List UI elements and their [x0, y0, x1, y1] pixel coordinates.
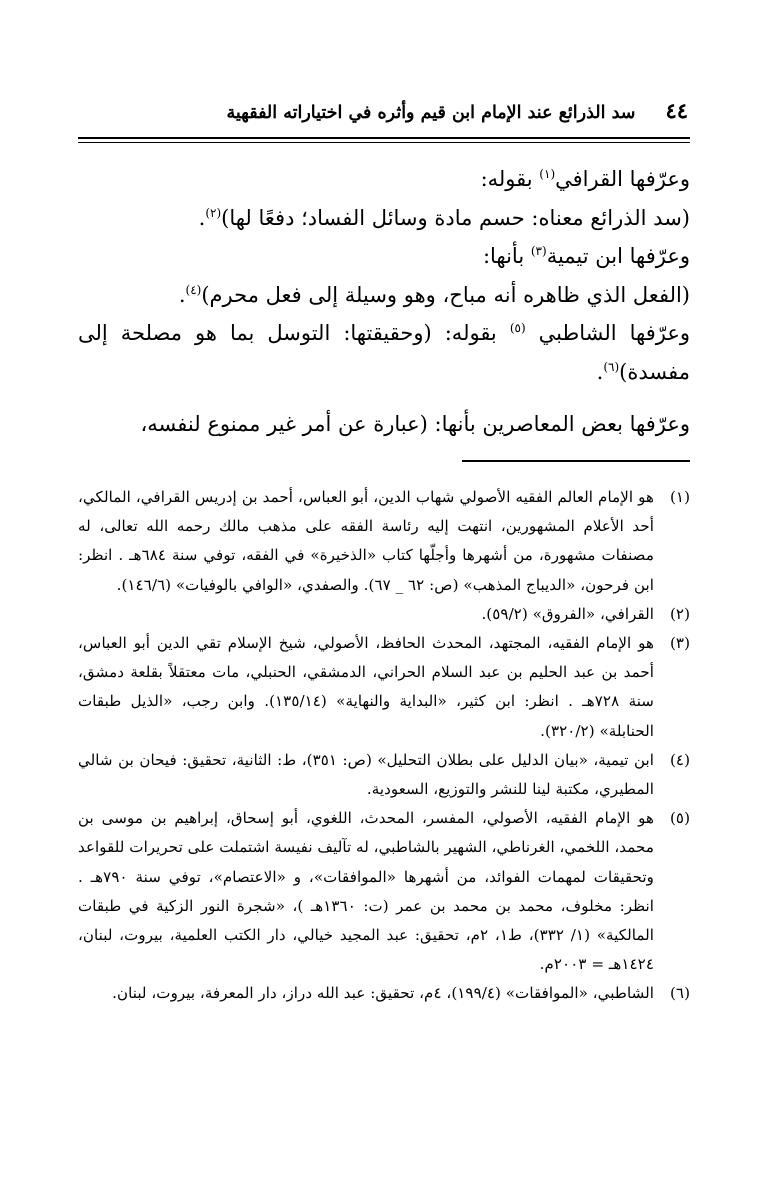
header-rule-thin	[78, 142, 690, 143]
main-text	[78, 160, 690, 444]
footnote-ref[interactable]: (٣)	[530, 244, 547, 258]
footnote	[78, 629, 690, 746]
page-number: ٤٤	[665, 98, 688, 123]
text-run: بأنها:	[482, 244, 531, 268]
paragraph	[78, 314, 690, 391]
footnotes	[78, 483, 690, 1009]
footnote	[78, 804, 690, 979]
footnote-text: هو الإمام العالم الفقيه الأصولي شهاب الدين، أبو العباس، أحمد بن إدريس القرافي، المالكي، أحد الأعلام المشهورين، انتهت إليه رئاسة الفقه على مذهب مالك رحمه الله تعالى، له مصنفات مشهورة، من أشهرها وأجلّها كتاب «الذخيرة» في الفقه، توفي سنة ٦٨٤هـ . انظر: ابن فرحون، «الديباج المذهب» (ص: ٦٢ _ ٦٧). والصفدي، «الوافي بالوفيات» (١٤٦/٦).	[78, 488, 654, 594]
page-header	[78, 98, 688, 123]
paragraph	[78, 160, 690, 199]
footnote-ref[interactable]: (٢)	[205, 205, 222, 220]
footnote-ref[interactable]: (٤)	[185, 282, 202, 297]
running-title: سد الذرائع عند الإمام ابن قيم وأثره في اختياراته الفقهية	[226, 103, 636, 123]
paragraph	[78, 199, 690, 238]
text-run: وعرّفها ابن تيمية	[546, 244, 690, 268]
footnote-ref[interactable]: (٥)	[509, 321, 526, 335]
footnote-number: (٣)	[669, 634, 690, 653]
footnote-number: (٥)	[669, 809, 690, 828]
footnote-text: ابن تيمية، «بيان الدليل على بطلان التحليل» (ص: ٣٥١)، ط: الثانية، تحقيق: فيحان بن شالي المطيري، مكتبة لينا للنشر والتوزيع، السعودية.	[78, 750, 654, 799]
footnote	[78, 600, 690, 629]
text-run: وعرّفها الشاطبي	[525, 321, 690, 345]
text-run: بقوله:	[480, 167, 540, 191]
text-run: .	[198, 205, 206, 230]
footnote-number: (٤)	[669, 750, 690, 769]
text-run: .	[596, 359, 604, 384]
footnote	[78, 746, 690, 804]
text-run: .	[178, 282, 186, 307]
header-rule-thick	[78, 137, 690, 139]
footnote-separator	[462, 460, 690, 462]
text-run: (سد الذرائع معناه: حسم مادة وسائل الفساد؛ دفعًا لها)	[221, 205, 690, 230]
footnote-number: (٢)	[669, 604, 690, 623]
footnote	[78, 483, 690, 600]
text-run: وعرّفها القرافي	[555, 167, 690, 191]
paragraph	[78, 237, 690, 276]
footnote-number: (٦)	[669, 984, 690, 1003]
footnote-text: الشاطبي، «الموافقات» (١٩٩/٤)، ٤م، تحقيق: عبد الله دراز، دار المعرفة، بيروت، لبنان.	[112, 984, 654, 1003]
text-run: بقوله: (وحقيقتها: التوسل بما هو مصلحة إلى مفسدة)	[78, 321, 690, 384]
footnote-ref[interactable]: (٦)	[603, 359, 620, 374]
paragraph: وعرّفها بعض المعاصرين بأنها: (عبارة عن أمر غير ممنوع لنفسه،	[140, 412, 690, 436]
paragraph	[78, 276, 690, 315]
footnote-text: هو الإمام الفقيه، المجتهد، المحدث الحافظ، الأصولي، شيخ الإسلام تقي الدين أبو العباس، أحمد بن عبد الحليم بن عبد السلام الحراني، الدمشقي، الحنبلي، مات معتقلاً بقلعة دمشق، سنة ٧٢٨هـ . انظر: ابن كثير، «البداية والنهاية» (١٣٥/١٤). وابن رجب، «الذيل طبقات الحنابلة» (٣٢٠/٢).	[78, 634, 655, 740]
footnote-ref[interactable]: (١)	[539, 167, 556, 181]
footnote-text: هو الإمام الفقيه، الأصولي، المفسر، المحدث، اللغوي، أبو إسحاق، إبراهيم بن موسى بن محمد، اللخمي، الغرناطي، الشهير بالشاطبي، له تآليف نفيسة اشتملت على تحريرات للقواعد وتحقيقات لمهمات الفوائد، من أشهرها «الموافقات»، و «الاعتصام»، توفي سنة ٧٩٠هـ . انظر: مخلوف، محمد بن محمد بن عمر (ت: ١٣٦٠هـ )، «شجرة النور الزكية في طبقات المالكية» (١/ ٣٣٢)، ط١، ٢م، تحقيق: عبد المجيد خيالي، دار الكتب العلمية، بيروت، لبنان، ١٤٢٤هـ = ٢٠٠٣م.	[78, 809, 655, 974]
footnote	[78, 979, 690, 1008]
footnote-text: القرافي، «الفروق» (٥٩/٢).	[481, 604, 654, 623]
footnote-number: (١)	[669, 488, 690, 506]
text-run: (الفعل الذي ظاهره أنه مباح، وهو وسيلة إلى فعل محرم)	[201, 282, 690, 307]
